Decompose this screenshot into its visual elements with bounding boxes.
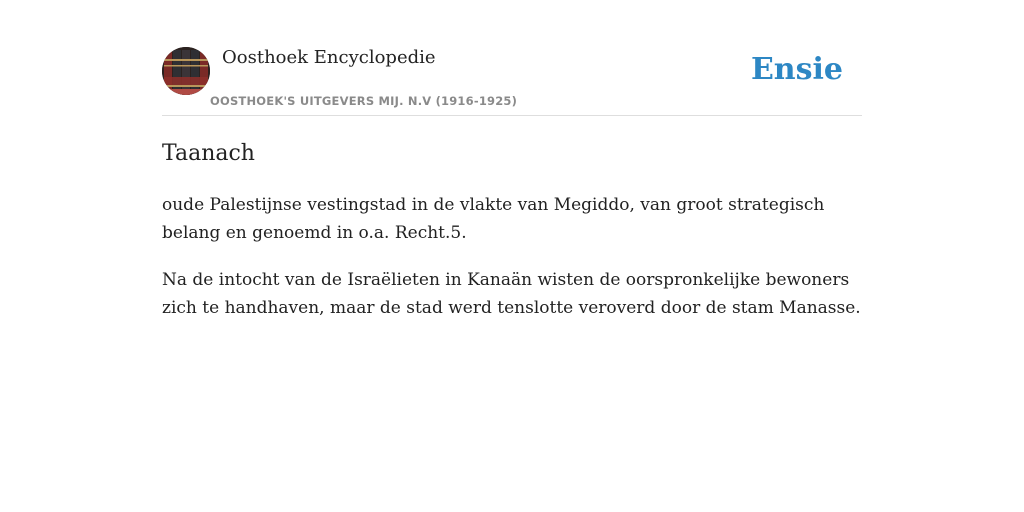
article-body: [162, 191, 862, 322]
book-title[interactable]: Oosthoek Encyclopedie: [222, 47, 436, 68]
header: [162, 47, 862, 116]
book-spines-icon[interactable]: [162, 47, 210, 95]
article-title: Taanach: [162, 141, 255, 166]
page: [162, 0, 862, 322]
article-paragraph: oude Palestijnse vestingstad in de vlakte van Megiddo, van groot strategisch belang en genoemd in o.a. Recht.5.: [162, 195, 825, 243]
article-paragraph: Na de intocht van de Israëlieten in Kanaän wisten de oorspronkelijke bewoners zich te handhaven, maar de stad werd tenslotte veroverd door de stam Manasse.: [162, 270, 861, 318]
ensie-logo[interactable]: Ensie: [750, 52, 843, 87]
publisher-label: OOSTHOEK'S UITGEVERS MIJ. N.V (1916-1925): [210, 94, 518, 108]
